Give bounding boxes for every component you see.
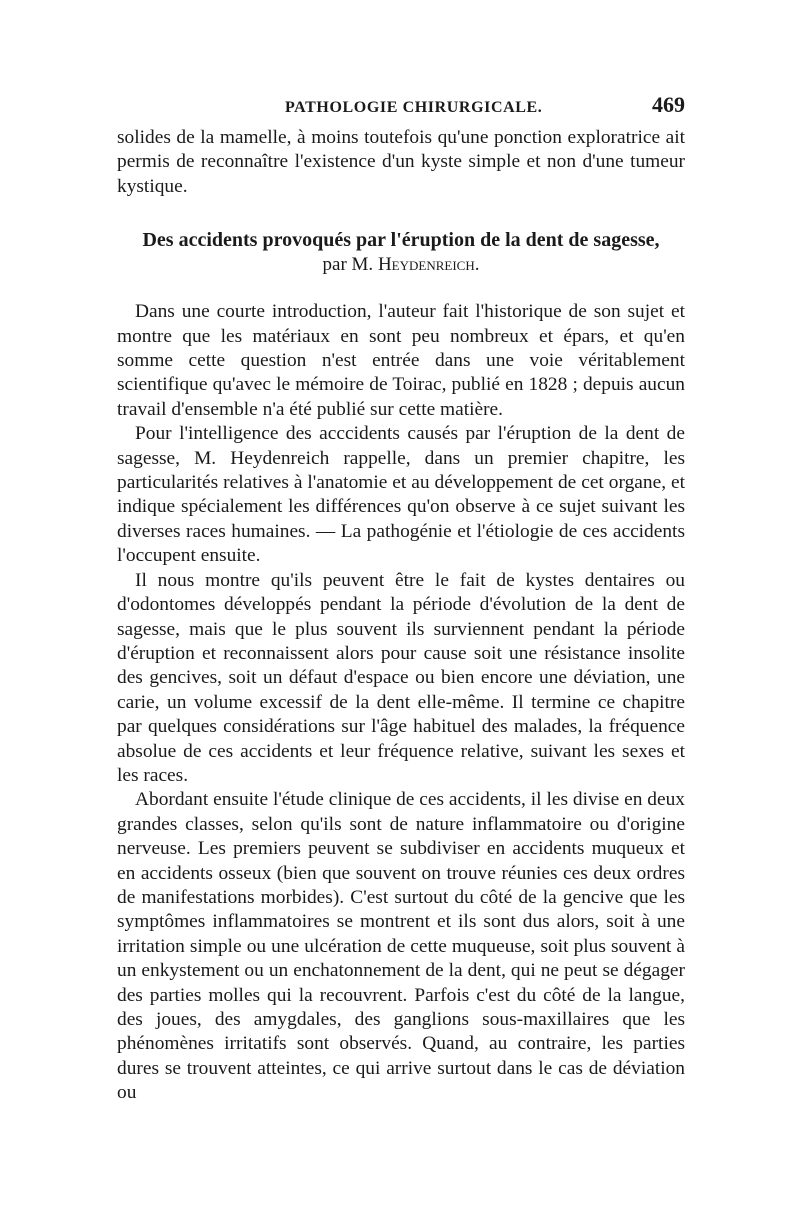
running-title: PATHOLOGIE CHIRURGICALE.: [285, 99, 543, 116]
article-title: Des accidents provoqués par l'éruption de la dent de sagesse,: [142, 229, 660, 252]
article-author: [117, 253, 685, 277]
page-number: 469: [652, 92, 685, 117]
paragraph: Pour l'intelligence des acccidents causés par l'éruption de la dent de sagesse, M. Heydenreich rappelle, dans un premier chapitre, les particularités relatives à l'anatomie et au développement de cet organe, et indique spécialement les différences qu'on observe à ce sujet suivant les diverses races humaines. — La pathogénie et l'étiologie de ces accidents l'occupent ensuite.: [117, 423, 685, 567]
paragraph: Il nous montre qu'ils peuvent être le fait de kystes dentaires ou d'odontomes développés pendant la période d'évolution de la dent de sagesse, mais que le plus souvent ils surviennent pendant la période d'éruption et reconnaissent alors pour cause soit une résistance insolite des gencives, soit un défaut d'espace ou bien encore une déviation, une carie, un volume excessif de la dent elle-même. Il termine ce chapitre par quelques considérations sur l'âge habituel des malades, la fréquence absolue de ces accidents et leur fréquence relative, suivant les sexes et les races.: [117, 569, 685, 786]
article-heading: [117, 227, 685, 277]
paragraph: Abordant ensuite l'étude clinique de ces accidents, il les divise en deux grandes classes, selon qu'ils sont de nature inflammatoire ou d'origine nerveuse. Les premiers peuvent se subdiviser en accidents muqueux et en accidents osseux (bien que souvent on trouve réunies ces deux ordres de manifestations morbides). C'est surtout du côté de la gencive que les symptômes inflammatoires se montrent et ils sont dus alors, soit à une irritation simple ou une ulcération de cette muqueuse, soit plus souvent à un enkystement ou un enchatonnement de la dent, qui ne peut se dégager des parties molles qui la recouvrent. Parfois c'est du côté de la langue, des joues, des amygdales, des ganglions sous-maxillaires que les phénomènes irritatifs sont observés. Quand, au contraire, les parties dures se trouvent atteintes, ce qui arrive surtout dans le cas de déviation ou: [117, 789, 685, 1104]
author-prefix: par M.: [322, 254, 374, 276]
running-head: [117, 92, 685, 126]
paragraph: Dans une courte introduction, l'auteur fait l'historique de son sujet et montre que les matériaux en sont peu nombreux et épars, et qu'en somme cette question n'est entrée dans une voie véritablement scientifique qu'avec le mémoire de Toirac, publié en 1828 ; depuis aucun travail d'ensemble n'a été publié sur cette matière.: [117, 301, 685, 420]
continued-paragraph: solides de la mamelle, à moins toutefois qu'une ponction exploratrice ait permis de reconnaître l'existence d'un kyste simple et non d'une tumeur kystique.: [117, 127, 685, 197]
body-text: [117, 126, 685, 1106]
page: [117, 92, 685, 1106]
author-name: Heydenreich.: [377, 254, 480, 276]
